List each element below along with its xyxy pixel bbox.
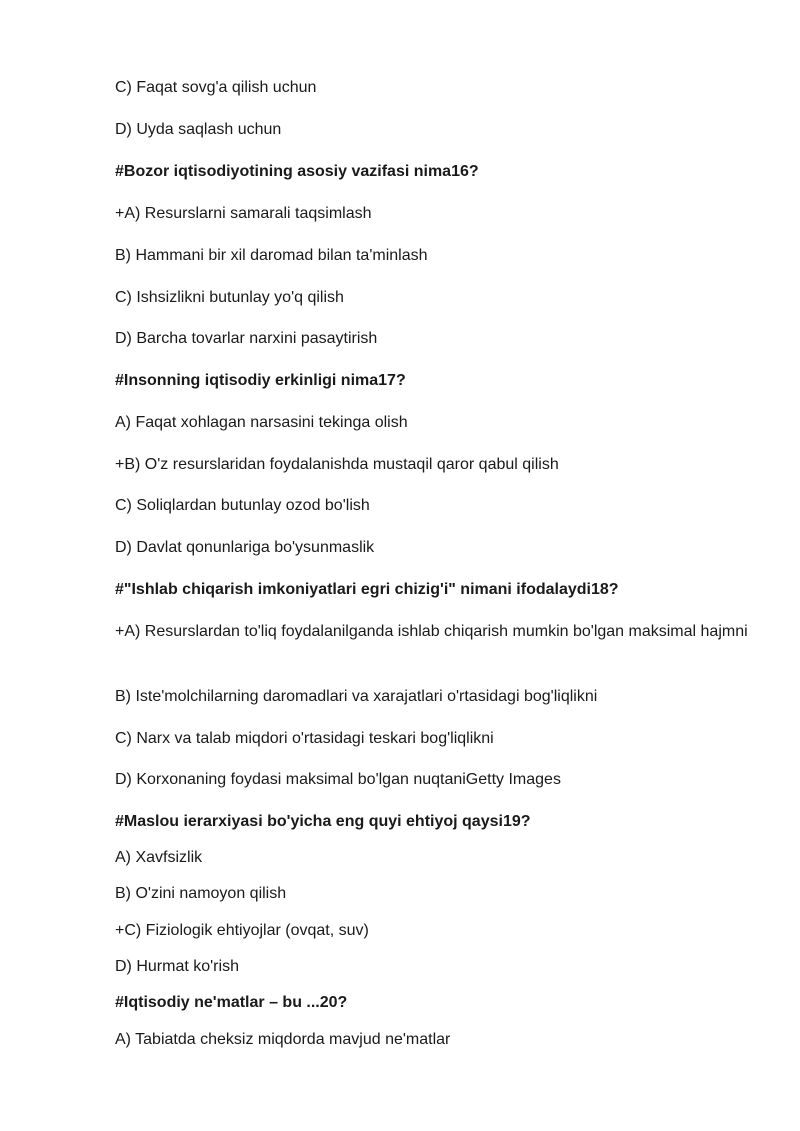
- answer-option: C) Soliqlardan butunlay ozod bo'lish: [115, 497, 370, 514]
- answer-option: +C) Fiziologik ehtiyojlar (ovqat, suv): [115, 922, 369, 939]
- answer-option: +A) Resurslarni samarali taqsimlash: [115, 205, 372, 222]
- answer-option: +B) O'z resurslaridan foydalanishda mustaqil qaror qabul qilish: [115, 456, 559, 473]
- question-heading: #Bozor iqtisodiyotining asosiy vazifasi nima16?: [115, 163, 479, 180]
- answer-option: B) Iste'molchilarning daromadlari va xarajatlari o'rtasidagi bog'liqlikni: [115, 688, 598, 705]
- answer-option: C) Narx va talab miqdori o'rtasidagi teskari bog'liqlikni: [115, 730, 494, 747]
- answer-option: D) Uyda saqlash uchun: [115, 121, 282, 138]
- question-heading: #Insonning iqtisodiy erkinligi nima17?: [115, 372, 406, 389]
- answer-option: D) Hurmat ko'rish: [115, 958, 239, 975]
- answer-option: B) Hammani bir xil daromad bilan ta'minlash: [115, 247, 428, 264]
- answer-option: C) Faqat sovg'a qilish uchun: [115, 79, 317, 96]
- question-heading: #Maslou ierarxiyasi bo'yicha eng quyi ehtiyoj qaysi19?: [115, 813, 531, 830]
- answer-option: D) Barcha tovarlar narxini pasaytirish: [115, 330, 378, 347]
- answer-option: D) Davlat qonunlariga bo'ysunmaslik: [115, 539, 375, 556]
- answer-option: A) Faqat xohlagan narsasini tekinga olish: [115, 414, 408, 431]
- answer-option: +A) Resurslardan to'liq foydalanilganda ishlab chiqarish mumkin bo'lgan maksimal hajmni: [115, 623, 748, 640]
- question-heading: #"Ishlab chiqarish imkoniyatlari egri chizig'i" nimani ifodalaydi18?: [115, 581, 619, 598]
- answer-option: C) Ishsizlikni butunlay yo'q qilish: [115, 289, 344, 306]
- answer-option: B) O'zini namoyon qilish: [115, 885, 287, 902]
- answer-option: A) Tabiatda cheksiz miqdorda mavjud ne'matlar: [115, 1031, 451, 1048]
- question-heading: #Iqtisodiy ne'matlar – bu ...20?: [115, 994, 348, 1011]
- answer-option: D) Korxonaning foydasi maksimal bo'lgan nuqtaniGetty Images: [115, 771, 561, 788]
- answer-option: A) Xavfsizlik: [115, 849, 203, 866]
